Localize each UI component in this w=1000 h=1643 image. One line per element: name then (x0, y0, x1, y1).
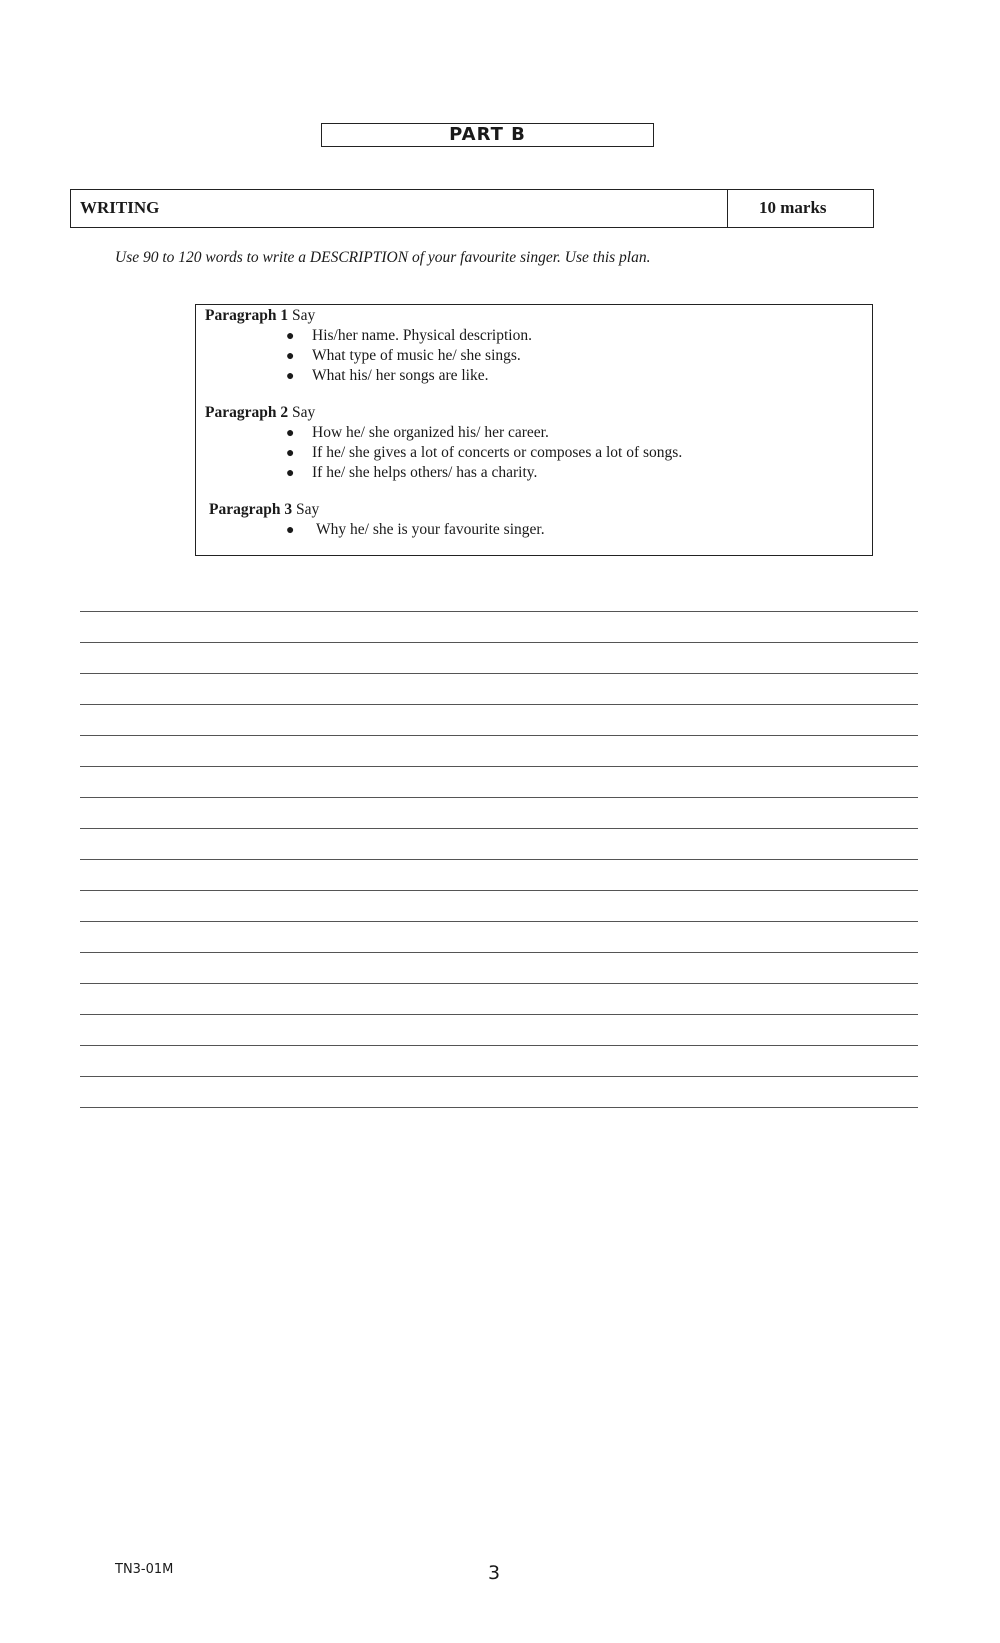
paragraph-label: Paragraph 2 (205, 404, 289, 421)
writing-line[interactable] (80, 1045, 918, 1046)
writing-line[interactable] (80, 1014, 918, 1015)
writing-line[interactable] (80, 859, 918, 860)
section-header (70, 189, 874, 228)
writing-line[interactable] (80, 1076, 918, 1077)
writing-line[interactable] (80, 766, 918, 767)
list-item: ● If he/ she gives a lot of concerts or composes a lot of songs. (286, 444, 683, 461)
writing-line[interactable] (80, 890, 918, 891)
paragraph-label: Paragraph 3 (209, 501, 293, 518)
section-marks: 10 marks (727, 190, 873, 227)
section-name: WRITING (80, 198, 160, 217)
writing-line[interactable] (80, 983, 918, 984)
bullet-icon: ● (286, 426, 295, 441)
paragraph-label: Paragraph 1 (205, 307, 289, 324)
writing-line[interactable] (80, 611, 918, 612)
bullet-icon: ● (286, 446, 295, 461)
writing-line[interactable] (80, 735, 918, 736)
paragraph-1-heading (205, 307, 315, 325)
list-item: ● What type of music he/ she sings. (286, 347, 521, 364)
bullet-icon: ● (286, 349, 295, 364)
bullet-icon: ● (286, 369, 295, 384)
writing-line[interactable] (80, 642, 918, 643)
list-item: ● How he/ she organized his/ her career. (286, 424, 549, 441)
bullet-icon: ● (286, 523, 295, 538)
footer-code: TN3-01M (115, 1562, 174, 1577)
instruction-text: Use 90 to 120 words to write a DESCRIPTION of your favourite singer. Use this plan. (115, 249, 651, 266)
writing-line[interactable] (80, 828, 918, 829)
paragraph-say: Say (295, 501, 320, 518)
bullet-icon: ● (286, 329, 295, 344)
paragraph-say: Say (291, 307, 316, 324)
writing-line[interactable] (80, 704, 918, 705)
paragraph-2-heading (205, 404, 315, 422)
writing-plan-box (195, 304, 873, 556)
bullet-icon: ● (286, 466, 295, 481)
writing-line[interactable] (80, 1107, 918, 1108)
writing-line[interactable] (80, 673, 918, 674)
writing-line[interactable] (80, 797, 918, 798)
paragraph-say: Say (291, 404, 316, 421)
writing-line[interactable] (80, 952, 918, 953)
page-number: 3 (488, 1562, 501, 1584)
list-item: ● What his/ her songs are like. (286, 367, 489, 384)
list-item: ● If he/ she helps others/ has a charity. (286, 464, 538, 481)
list-item: ● Why he/ she is your favourite singer. (286, 521, 545, 538)
part-title: PART B (321, 123, 654, 147)
paragraph-3-heading (209, 501, 319, 519)
list-item: ● His/her name. Physical description. (286, 327, 532, 344)
writing-line[interactable] (80, 921, 918, 922)
